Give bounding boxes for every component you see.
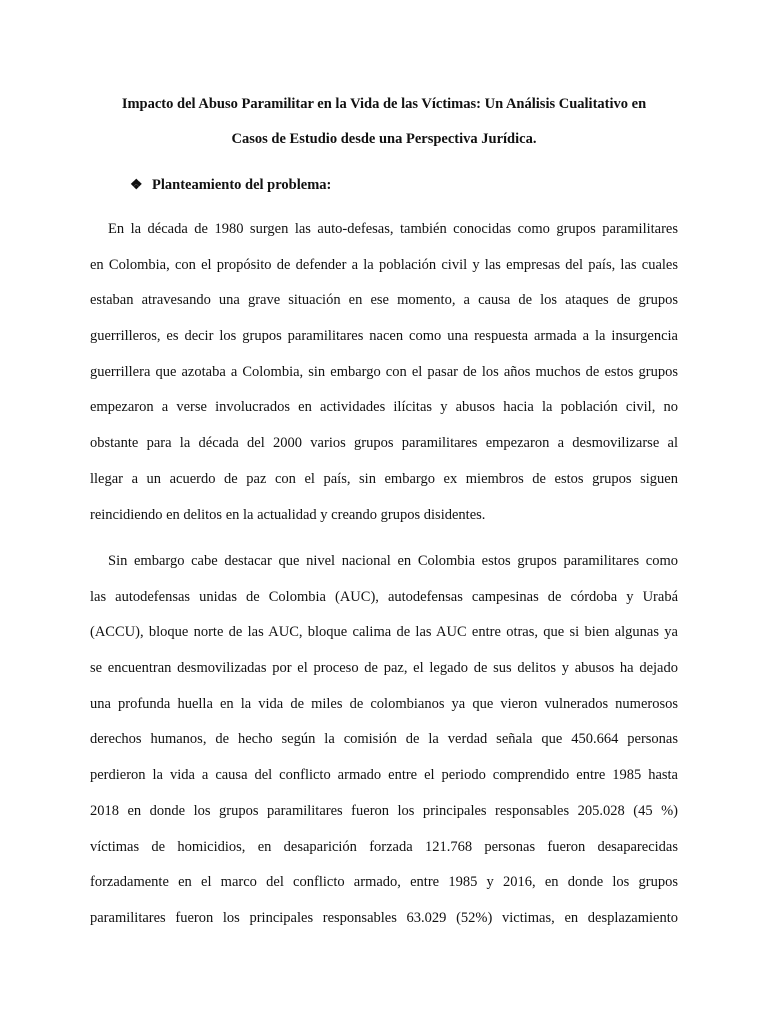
paragraph-2 <box>90 544 678 937</box>
paragraph-line: llegar a un acuerdo de paz con el país, sin embargo ex miembros de estos grupos siguen <box>90 470 678 487</box>
section-heading <box>130 176 331 195</box>
paragraph-line: guerrilleros, es decir los grupos paramilitares nacen como una respuesta armada a la insurgencia <box>90 328 678 345</box>
paragraph-line: las autodefensas unidas de Colombia (AUC), autodefensas campesinas de córdoba y Urabá <box>90 588 678 605</box>
title-line-2: Casos de Estudio desde una Perspectiva Jurídica. <box>231 131 537 147</box>
paragraph-line: perdieron la vida a causa del conflicto armado entre el periodo comprendido entre 1985 hasta <box>90 767 678 784</box>
paragraph-line: En la década de 1980 surgen las auto-defesas, también conocidas como grupos paramilitares <box>108 221 678 237</box>
diamond-bullet-icon: ❖ <box>130 178 143 193</box>
paragraph-line: víctimas de homicidios, en desaparición forzada 121.768 personas fueron desaparecidas <box>90 838 678 855</box>
paragraph-line: una profunda huella en la vida de miles de colombianos ya que vieron vulnerados numerosos <box>90 695 678 712</box>
paragraph-line: Sin embargo cabe destacar que nivel nacional en Colombia estos grupos paramilitares como <box>108 553 678 569</box>
paragraph-line: reincidiendo en delitos en la actualidad y creando grupos disidentes. <box>90 506 486 523</box>
paragraph-line: derechos humanos, de hecho según la comisión de la verdad señala que 450.664 personas <box>90 731 678 748</box>
paragraph-line: guerrillera que azotaba a Colombia, sin embargo con el pasar de los años muchos de estos grupos <box>90 363 678 380</box>
paragraph-line: se encuentran desmovilizadas por el proceso de paz, el legado de sus delitos y abusos ha dejado <box>90 660 678 677</box>
section-heading-text: Planteamiento del problema: <box>152 177 332 193</box>
paragraph-line: obstante para la década del 2000 varios grupos paramilitares empezaron a desmovilizarse al <box>90 435 678 452</box>
paragraph-line: en Colombia, con el propósito de defender a la población civil y las empresas del país, las cuales <box>90 256 678 273</box>
paragraph-line: paramilitares fueron los principales responsables 63.029 (52%) victimas, en desplazamiento <box>90 909 678 926</box>
paragraph-line: forzadamente en el marco del conflicto armado, entre 1985 y 2016, en donde los grupos <box>90 874 678 891</box>
paragraph-line: (ACCU), bloque norte de las AUC, bloque calima de las AUC entre otras, que si bien algunas ya <box>90 624 678 641</box>
paragraph-line: empezaron a verse involucrados en actividades ilícitas y abusos hacia la población civil, no <box>90 399 678 416</box>
paragraph-line: 2018 en donde los grupos paramilitares fueron los principales responsables 205.028 (45 %) <box>90 802 678 819</box>
paragraph-line: estaban atravesando una grave situación en ese momento, a causa de los ataques de grupos <box>90 292 678 309</box>
paragraph-1 <box>90 212 678 533</box>
title-line-1: Impacto del Abuso Paramilitar en la Vida de las Víctimas: Un Análisis Cualitativo en <box>121 96 647 112</box>
